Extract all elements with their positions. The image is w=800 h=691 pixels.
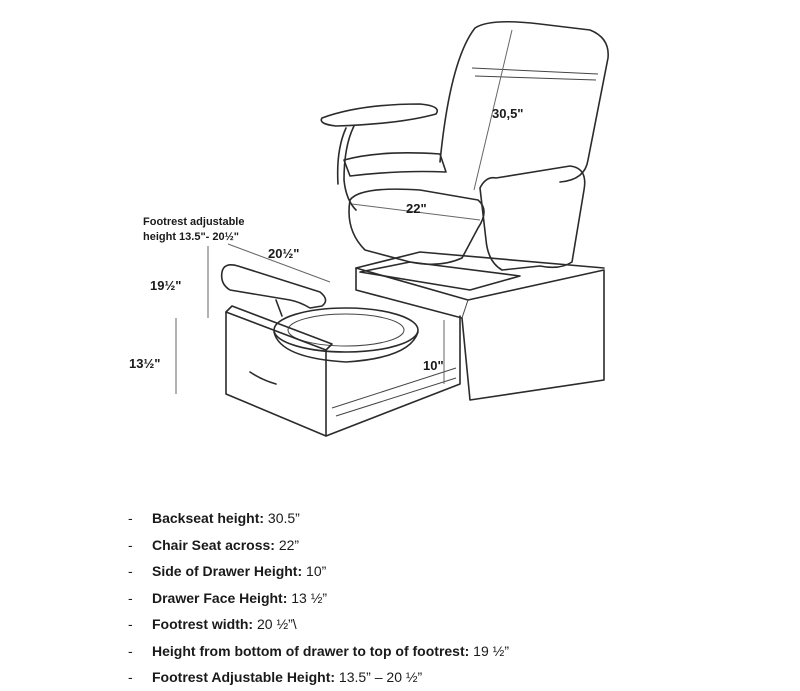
label-height-total: 19½" <box>150 278 182 293</box>
spec-label: Height from bottom of drawer to top of footrest: <box>152 642 470 659</box>
spec-value: 13.5” – 20 ½” <box>335 669 423 685</box>
list-dash: - <box>128 510 133 526</box>
spec-label: Footrest width: <box>152 616 254 632</box>
spec-list <box>128 505 509 691</box>
spec-item <box>128 664 509 691</box>
list-dash: - <box>128 536 133 553</box>
label-footrest-width: 20½" <box>268 246 300 261</box>
spec-value: 30.5” <box>264 510 300 526</box>
list-dash: - <box>128 563 133 579</box>
spec-item <box>128 505 509 532</box>
label-footrest-adjustable-2: height 13.5"- 20½" <box>143 231 240 243</box>
label-drawer-face: 13½" <box>129 356 161 371</box>
spec-value: 10” <box>302 563 327 579</box>
spec-value: 13 ½” <box>287 589 328 606</box>
spec-label: Side of Drawer Height: <box>152 563 303 579</box>
list-dash: - <box>128 589 133 606</box>
spec-value: 19 ½” <box>469 642 509 659</box>
label-backseat: 30,5" <box>492 106 524 121</box>
spec-item <box>128 638 509 665</box>
spec-item <box>128 532 509 559</box>
chair-drawing <box>222 22 609 436</box>
spec-label: Chair Seat across: <box>152 536 275 553</box>
spec-item <box>128 558 509 585</box>
list-dash: - <box>128 616 133 632</box>
spec-label: Backseat height: <box>152 510 265 526</box>
spec-item <box>128 585 509 612</box>
spec-label: Drawer Face Height: <box>152 589 288 606</box>
spec-item <box>128 611 509 638</box>
label-seat: 22" <box>406 201 427 216</box>
spec-label: Footrest Adjustable Height: <box>152 669 336 685</box>
list-dash: - <box>128 669 133 685</box>
spec-value: 22” <box>274 536 300 553</box>
label-drawer-side: 10" <box>423 358 444 373</box>
spec-value: 20 ½”\ <box>253 616 297 632</box>
list-dash: - <box>128 642 133 659</box>
label-footrest-adjustable-1: Footrest adjustable <box>143 216 245 228</box>
